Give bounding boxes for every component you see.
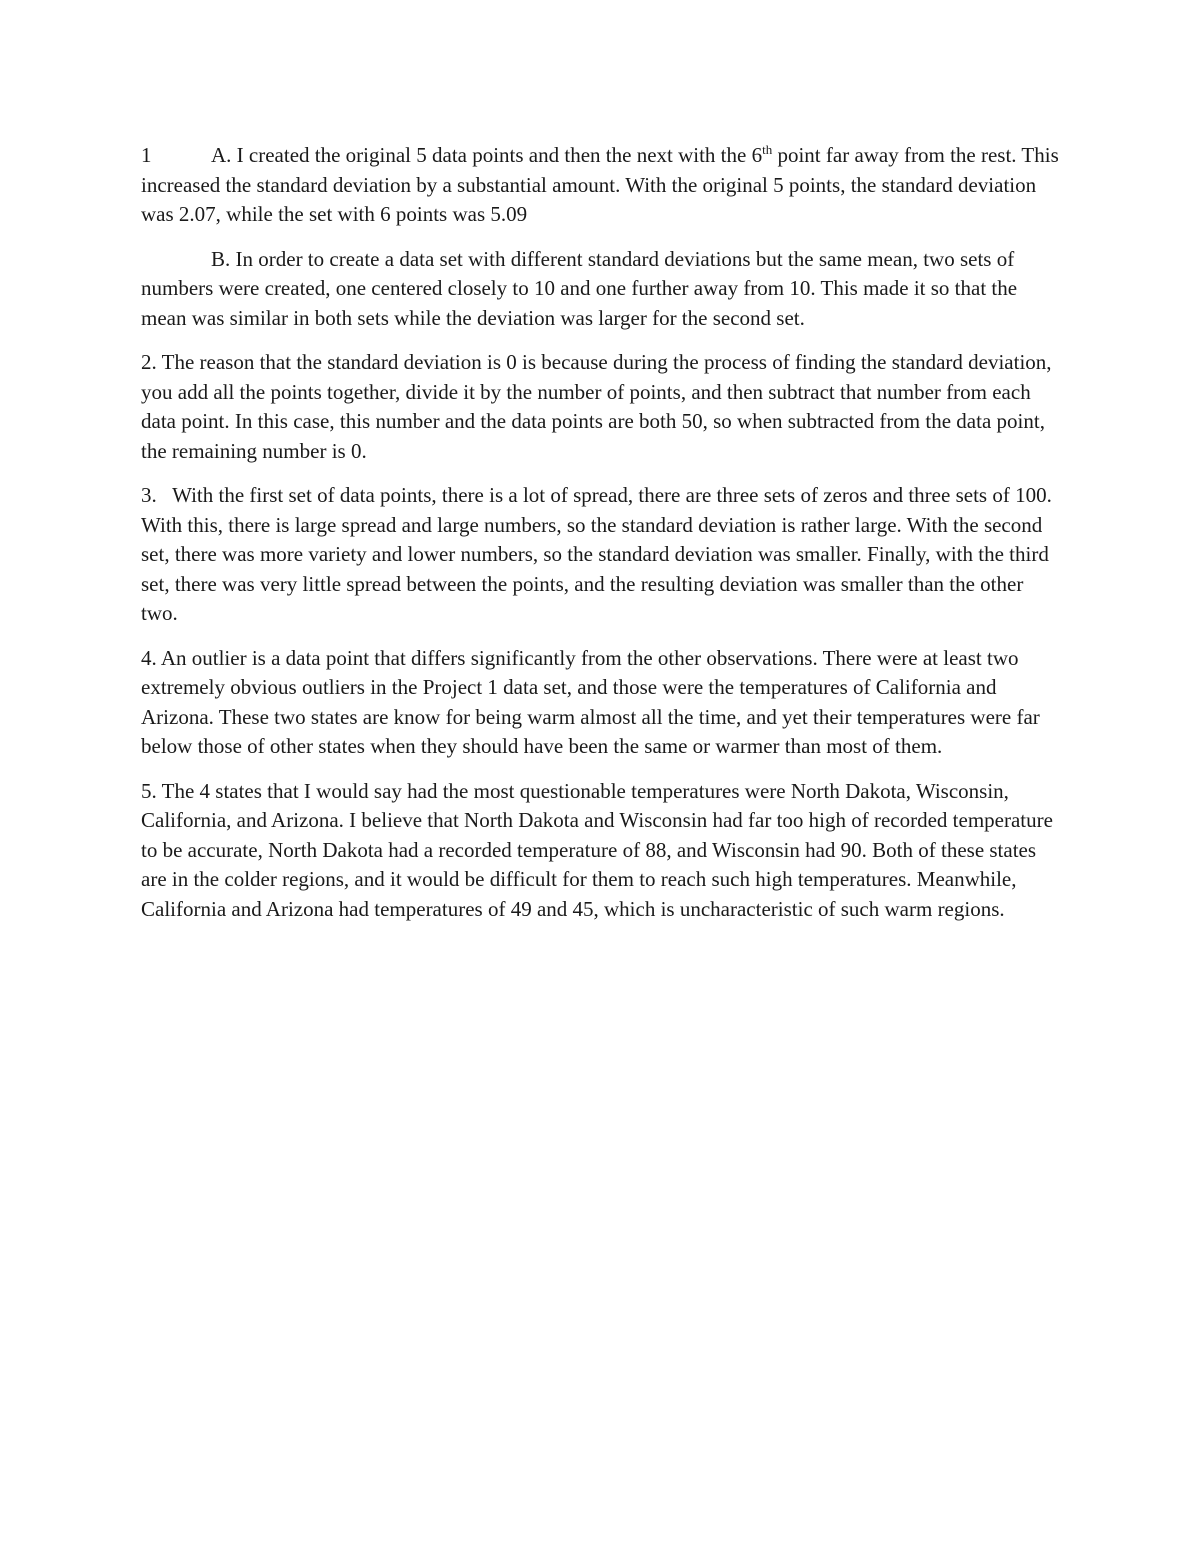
- answer-1b-text: B. In order to create a data set with different standard deviations but the same mean, two sets of numbers were created, one centered closely to 10 and one further away from 10. This made it so that the mean was similar in both sets while the deviation was larger for the second set.: [141, 246, 1018, 330]
- ordinal-superscript: th: [762, 142, 773, 157]
- answer-4: 4. An outlier is a data point that differs significantly from the other observations. There were at least two extremely obvious outliers in the Project 1 data set, and those were the temperatures of California and Arizona. These two states are know for being warm almost all the time, and yet their temperatures were far below those of other states when they should have been the same or warmer than most of them.: [141, 645, 1040, 758]
- answer-2: 2. The reason that the standard deviation is 0 is because during the process of finding the standard deviation, you add all the points together, divide it by the number of points, and then subtract that number from each data point. In this case, this number and the data points are both 50, so when subtracted from the data point, the remaining number is 0.: [141, 350, 1052, 463]
- answer-5: 5. The 4 states that I would say had the most questionable temperatures were North Dakota, Wisconsin, California, and Arizona. I believe that North Dakota and Wisconsin had far too high of recorded temperature to be accurate, North Dakota had a recorded temperature of 88, and Wisconsin had 90. Both of these states are in the colder regions, and it would be difficult for them to reach such high temperatures. Meanwhile, California and Arizona had temperatures of 49 and 45, which is uncharacteristic of such warm regions.: [141, 778, 1053, 921]
- answer-1a-text-start: A. I created the original 5 data points and then the next with the 6: [211, 143, 763, 167]
- answer-1a: [141, 141, 1059, 230]
- answer-1a-text-end: point far away from the rest. This increased the standard deviation by a substantial amount. With the original 5 points, the standard deviation was 2.07, while the set with 6 points was 5.09: [141, 143, 1059, 226]
- answer-1-number: 1: [141, 143, 152, 167]
- document-body: [141, 141, 1059, 939]
- answer-3: 3. With the first set of data points, there is a lot of spread, there are three sets of zeros and three sets of 100. With this, there is large spread and large numbers, so the standard deviation is rather large. With the second set, there was more variety and lower numbers, so the standard deviation was smaller. Finally, with the third set, there was very little spread between the points, and the resulting deviation was smaller than the other two.: [141, 483, 1057, 625]
- answer-1b: [141, 245, 1059, 334]
